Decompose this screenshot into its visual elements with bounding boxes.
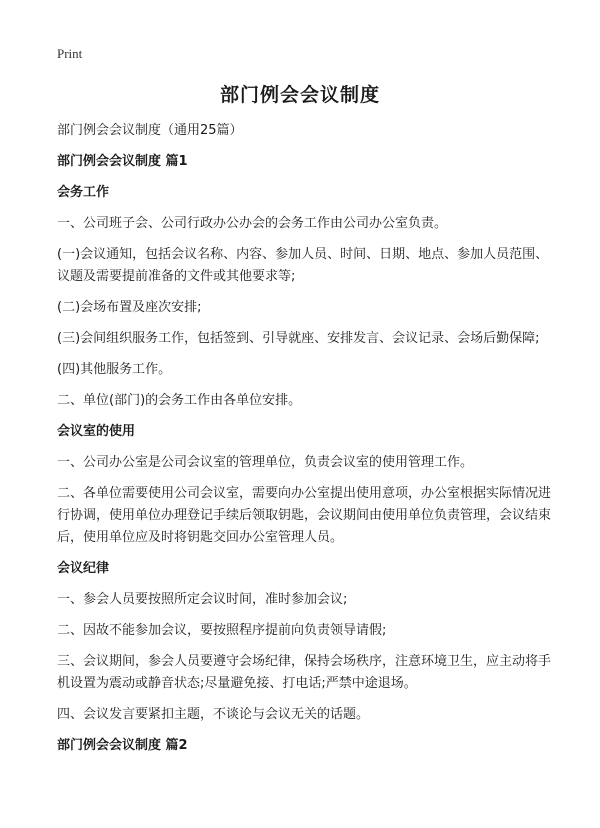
paragraph: 一、公司办公室是公司会议室的管理单位，负责会议室的使用管理工作。	[57, 455, 474, 470]
paragraph: (四)其他服务工作。	[57, 362, 172, 377]
print-link[interactable]: Print	[57, 46, 83, 61]
subsection-heading: 会议纪律	[57, 561, 110, 576]
paragraph: 一、参会人员要按照所定会议时间，准时参加会议;	[57, 592, 348, 607]
document-title: 部门例会会议制度	[219, 84, 380, 106]
section-heading: 部门例会会议制度 篇2	[57, 738, 188, 753]
section-heading: 部门例会会议制度 篇1	[57, 154, 188, 169]
paragraph: (一)会议通知，包括会议名称、内容、参加人员、时间、日期、地点、参加人员范围、议题及需要提前准备的文件或其他要求等;	[57, 247, 549, 284]
paragraph: (二)会场布置及座次安排;	[57, 300, 202, 315]
paragraph: 一、公司班子会、公司行政办公办会的会务工作由公司办公室负责。	[57, 216, 448, 231]
paragraph: 四、会议发言要紧扣主题，不谈论与会议无关的话题。	[57, 707, 370, 722]
subsection-heading: 会务工作	[57, 185, 110, 200]
document-subtitle: 部门例会会议制度（通用25篇）	[57, 123, 243, 138]
document-body	[57, 120, 557, 766]
paragraph: 二、单位(部门)的会务工作由各单位安排。	[57, 393, 302, 408]
subsection-heading: 会议室的使用	[57, 424, 136, 439]
paragraph: 三、会议期间，参会人员要遵守会场纪律，保持会场秩序，注意环境卫生，应主动将手机设置为震动或静音状态;尽量避免接、打电话;严禁中途退场。	[57, 654, 552, 691]
paragraph: 二、因故不能参加会议，要按照程序提前向负责领导请假;	[57, 623, 387, 638]
paragraph: (三)会间组织服务工作，包括签到、引导就座、安排发言、会议记录、会场后勤保障;	[57, 331, 540, 346]
paragraph: 二、各单位需要使用公司会议室，需要向办公室提出使用意项，办公室根据实际情况进行协调，使用单位办理登记手续后领取钥匙，会议期间由使用单位负责管理，会议结束后，使用单位应及时将钥匙交回办公室管理人员。	[57, 486, 552, 545]
